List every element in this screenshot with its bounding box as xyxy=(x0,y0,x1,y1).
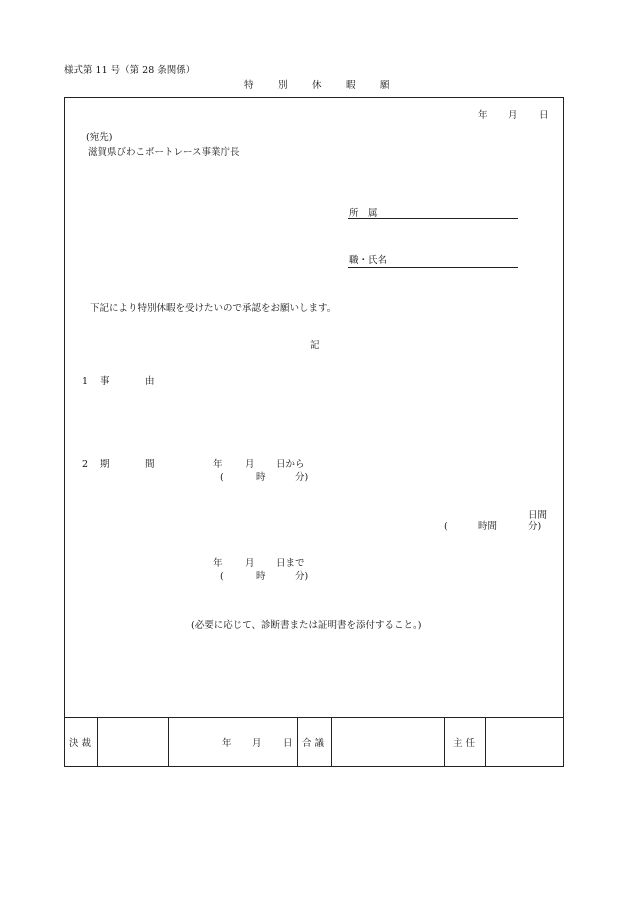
date-day: 日 xyxy=(539,110,549,121)
name-field[interactable] xyxy=(348,267,518,268)
item1-label-a: 事 xyxy=(100,376,110,387)
addressee-label: (宛先) xyxy=(86,132,113,143)
item1-number: 1 xyxy=(82,376,89,387)
affiliation-field[interactable] xyxy=(348,218,518,219)
name-label: 職・氏名 xyxy=(349,255,388,266)
duration-days: 日間 xyxy=(528,510,548,521)
footer-divider xyxy=(168,717,169,767)
kessai-label: 決 裁 xyxy=(69,738,92,749)
from-month: 月 xyxy=(245,459,255,470)
item1-label-b: 由 xyxy=(145,376,155,387)
affiliation-label: 所 属 xyxy=(349,208,378,219)
footer-divider xyxy=(297,717,298,767)
item2-number: 2 xyxy=(82,459,89,470)
gougi-stamp-cell[interactable] xyxy=(332,718,444,767)
date-month: 月 xyxy=(508,110,518,121)
title-char: 別 xyxy=(278,80,288,91)
to-day: 日まで xyxy=(276,558,305,569)
title-char: 暇 xyxy=(346,80,356,91)
shunin-stamp-cell[interactable] xyxy=(486,718,564,767)
shunin-label: 主 任 xyxy=(453,738,476,749)
ki-marker: 記 xyxy=(310,340,320,351)
duration-hours: 時間 xyxy=(478,521,498,532)
footer-day: 日 xyxy=(283,738,293,749)
item2-label-a: 期 xyxy=(100,459,110,470)
from-minute: 分) xyxy=(295,472,309,483)
to-minute: 分) xyxy=(295,571,309,582)
from-hour: 時 xyxy=(256,472,266,483)
form-number: 様式第 11 号（第 28 条関係） xyxy=(64,65,196,76)
addressee-name: 滋賀県びわこボートレース事業庁長 xyxy=(88,147,240,158)
to-year: 年 xyxy=(213,558,223,569)
date-year: 年 xyxy=(478,110,488,121)
title-char: 特 xyxy=(244,80,254,91)
attachment-note: (必要に応じて、診断書または証明書を添付すること。) xyxy=(191,620,422,631)
footer-month: 月 xyxy=(252,738,262,749)
gougi-label: 合 議 xyxy=(302,738,325,749)
duration-minutes: 分) xyxy=(528,521,542,532)
request-text: 下記により特別休暇を受けたいので承認をお願いします。 xyxy=(90,303,337,314)
from-year: 年 xyxy=(213,459,223,470)
title-char: 願 xyxy=(380,80,390,91)
footer-year: 年 xyxy=(222,738,232,749)
duration-paren: ( xyxy=(444,521,448,532)
to-paren: ( xyxy=(220,571,224,582)
form-frame xyxy=(64,97,564,767)
from-paren: ( xyxy=(220,472,224,483)
footer-divider xyxy=(444,717,445,767)
to-hour: 時 xyxy=(256,571,266,582)
item2-label-b: 間 xyxy=(145,459,155,470)
to-month: 月 xyxy=(245,558,255,569)
title-char: 休 xyxy=(312,80,322,91)
from-day: 日から xyxy=(276,459,305,470)
kessai-stamp-cell[interactable] xyxy=(98,718,168,767)
